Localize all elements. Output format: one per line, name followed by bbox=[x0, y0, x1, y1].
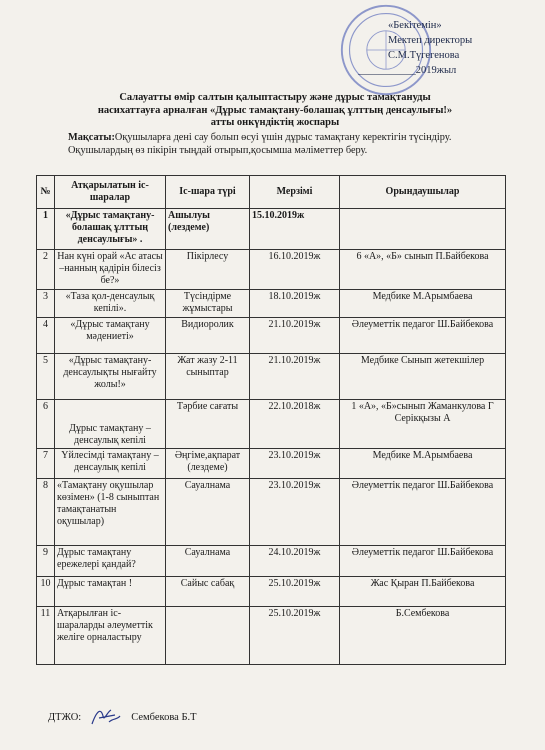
table-row bbox=[37, 250, 506, 290]
row-executor: Б.Сембекова bbox=[340, 607, 506, 665]
header-cell: Атқарылатын іс-шаралар bbox=[55, 176, 166, 209]
row-type: Түсіндірме жұмыстары bbox=[166, 290, 250, 318]
table-row bbox=[37, 209, 506, 250]
row-executor: Әлеуметтік педагог Ш.Байбекова bbox=[340, 479, 506, 546]
row-date: 25.10.2019ж bbox=[250, 577, 340, 607]
goal-text: Оқушыларға дені сау болып өсуі үшін дұрыс тамақтану керектігін түсіндіру. Оқушылардың өз пікірін тыңдай отырып,қосымша мәліметтер беру. bbox=[68, 132, 452, 156]
table-row bbox=[37, 400, 506, 449]
row-event: Дұрыс тамақтан ! bbox=[55, 577, 166, 607]
row-type: Сайыс сабақ bbox=[166, 577, 250, 607]
approval-block bbox=[358, 18, 538, 78]
row-type: Тәрбие сағаты bbox=[166, 400, 250, 449]
row-executor: Әлеуметтік педагог Ш.Байбекова bbox=[340, 318, 506, 354]
row-date: 24.10.2019ж bbox=[250, 546, 340, 577]
title-line: Салауатты өмір салтын қалыптастыру және дұрыс тамақтануды bbox=[119, 92, 431, 103]
handwritten-signature bbox=[89, 706, 123, 728]
row-executor: Медбике Сынып жетекшілер bbox=[340, 354, 506, 400]
goal-paragraph bbox=[68, 131, 508, 157]
row-number: 7 bbox=[37, 449, 55, 479]
footer-signature-line bbox=[48, 706, 197, 728]
header-cell: Іс-шара түрі bbox=[166, 176, 250, 209]
table-row bbox=[37, 607, 506, 665]
table-row bbox=[37, 354, 506, 400]
footer-name: Сембекова Б.Т bbox=[131, 711, 197, 723]
row-type: Ашылуы (лездеме) bbox=[166, 209, 250, 250]
title-line: насихаттауға арналған «Дұрыс тамақтану-болашақ ұлттың денсаулығы!» bbox=[97, 104, 453, 116]
table-row bbox=[37, 479, 506, 546]
row-event: «Таза қол-денсаулық кепілі». bbox=[55, 290, 166, 318]
row-event: «Дұрыс тамақтану-болашақ ұлттың денсаулығы» . bbox=[55, 209, 166, 250]
row-executor: Медбике М.Арымбаева bbox=[340, 449, 506, 479]
row-number: 2 bbox=[37, 250, 55, 290]
goal-label: Мақсаты: bbox=[68, 132, 115, 143]
row-event: Нан күні орай «Ас атасы –нанның қадірін білесіз бе?» bbox=[55, 250, 166, 290]
row-date: 18.10.2019ж bbox=[250, 290, 340, 318]
row-type bbox=[166, 607, 250, 665]
row-date: 23.10.2019ж bbox=[250, 449, 340, 479]
row-number: 5 bbox=[37, 354, 55, 400]
row-date: 21.10.2019ж bbox=[250, 318, 340, 354]
row-type: Пікірлесу bbox=[166, 250, 250, 290]
plan-table bbox=[36, 175, 506, 665]
row-date: 16.10.2019ж bbox=[250, 250, 340, 290]
approval-line: ___________2019жыл bbox=[358, 65, 457, 76]
header-cell: Мерзімі bbox=[250, 176, 340, 209]
row-event: «Тамақтану оқушылар көзімен» (1-8 сыныптан тамақтанатын оқушылар) bbox=[55, 479, 166, 546]
table-row bbox=[37, 290, 506, 318]
table-row bbox=[37, 318, 506, 354]
row-type: Жат жазу 2-11 сыныптар bbox=[166, 354, 250, 400]
row-number: 6 bbox=[37, 400, 55, 449]
footer-label: ДТЖО: bbox=[48, 711, 82, 723]
row-date: 21.10.2019ж bbox=[250, 354, 340, 400]
row-number: 11 bbox=[37, 607, 55, 665]
row-date: 23.10.2019ж bbox=[250, 479, 340, 546]
row-date: 22.10.2018ж bbox=[250, 400, 340, 449]
header-cell: Орындаушылар bbox=[340, 176, 506, 209]
row-type: Әңгіме,ақпарат (лездеме) bbox=[166, 449, 250, 479]
row-number: 1 bbox=[37, 209, 55, 250]
row-executor bbox=[340, 209, 506, 250]
approval-line: Мектеп директоры bbox=[388, 35, 473, 46]
row-number: 3 bbox=[37, 290, 55, 318]
row-event: «Дұрыс тамақтану-денсаулықты нығайту жолы!» bbox=[55, 354, 166, 400]
header-cell: № bbox=[37, 176, 55, 209]
row-number: 4 bbox=[37, 318, 55, 354]
row-type: Сауалнама bbox=[166, 479, 250, 546]
row-event: «Дұрыс тамақтану мәдениеті» bbox=[55, 318, 166, 354]
row-event: Дұрыс тамақтану –денсаулық кепілі bbox=[55, 400, 166, 449]
table-header-row bbox=[37, 176, 506, 209]
title-line: атты онкүндіктің жоспары bbox=[210, 117, 340, 128]
row-executor: 1 «А», «Б»сынып Жаманкулова Г Серікқызы А bbox=[340, 400, 506, 449]
row-executor: Әлеуметтік педагог Ш.Байбекова bbox=[340, 546, 506, 577]
row-event: Үйлесімді тамақтану –денсаулық кепілі bbox=[55, 449, 166, 479]
table-row bbox=[37, 449, 506, 479]
row-executor: Медбике М.Арымбаева bbox=[340, 290, 506, 318]
row-event: Дұрыс тамақтану ережелері қандай? bbox=[55, 546, 166, 577]
approval-line: С.М.Түгегенова bbox=[388, 50, 460, 61]
row-number: 9 bbox=[37, 546, 55, 577]
row-date: 15.10.2019ж bbox=[250, 209, 340, 250]
row-number: 8 bbox=[37, 479, 55, 546]
row-date: 25.10.2019ж bbox=[250, 607, 340, 665]
document-title bbox=[60, 92, 490, 130]
table-row bbox=[37, 546, 506, 577]
approval-line: «Бекітемін» bbox=[388, 20, 442, 31]
row-type: Сауалнама bbox=[166, 546, 250, 577]
row-executor: Жас Қыран П.Байбекова bbox=[340, 577, 506, 607]
row-number: 10 bbox=[37, 577, 55, 607]
row-type: Видиоролик bbox=[166, 318, 250, 354]
row-executor: 6 «А», «Б» сынып П.Байбекова bbox=[340, 250, 506, 290]
row-event: Атқарылған іс-шараларды әлеуметтік желіге орналастыру bbox=[55, 607, 166, 665]
table-row bbox=[37, 577, 506, 607]
